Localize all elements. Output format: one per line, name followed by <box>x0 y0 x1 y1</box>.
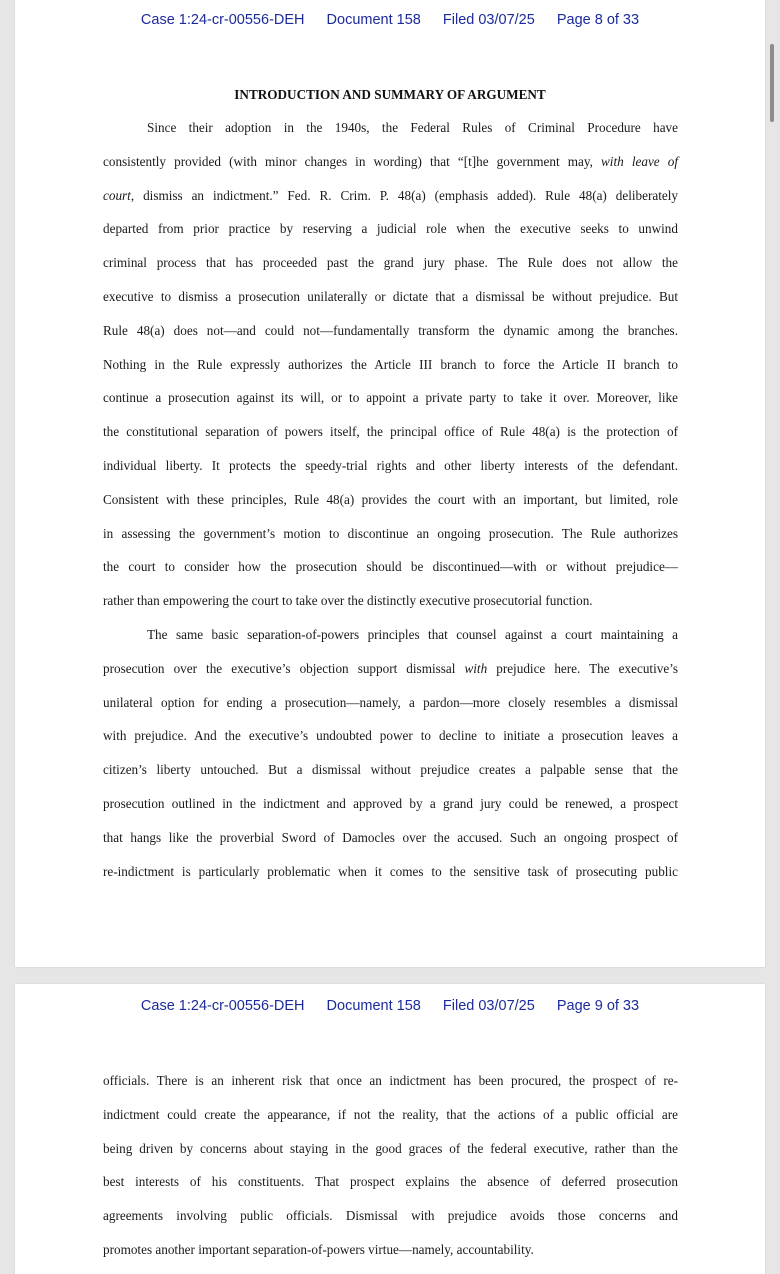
text-line: continue a prosecution against its will, or to appoint a private party to take it over. Moreover, like <box>103 390 678 406</box>
page-body <box>103 111 678 888</box>
text-line: unilateral option for ending a prosecution—namely, a pardon—more closely resembles a dismissal <box>103 694 678 710</box>
text-line: citizen’s liberty untouched. But a dismissal without prejudice creates a palpable sense that the <box>103 762 678 778</box>
text-line: Nothing in the Rule expressly authorizes the Article III branch to force the Article II branch to <box>103 356 678 372</box>
text-line: court, dismiss an indictment.” Fed. R. Crim. P. 48(a) (emphasis added). Rule 48(a) deliberately <box>103 187 678 203</box>
text-line: prosecution outlined in the indictment and approved by a grand jury could be renewed, a prospect <box>103 795 678 811</box>
page-body <box>103 1064 678 1267</box>
text-line: prosecution over the executive’s objection support dismissal with prejudice here. The executive’s <box>103 660 678 676</box>
page-header <box>15 998 765 1014</box>
text-line: criminal process that has proceeded past the grand jury phase. The Rule does not allow the <box>103 255 678 271</box>
text-line: indictment could create the appearance, if not the reality, that the actions of a public official are <box>103 1106 678 1122</box>
text-line: with prejudice. And the executive’s undoubted power to decline to initiate a prosecution leaves a <box>103 728 678 744</box>
text-line: consistently provided (with minor changes in wording) that “[t]he government may, with leave of <box>103 153 679 169</box>
text-line: re-indictment is particularly problematic when it comes to the sensitive task of prosecuting public <box>103 863 678 879</box>
case-number: Case 1:24-cr-00556-DEH <box>140 998 305 1014</box>
page-header <box>15 12 765 28</box>
text-line: executive to dismiss a prosecution unilaterally or dictate that a dismissal be without prejudice. But <box>103 288 678 304</box>
document-number: Document 158 <box>326 12 421 28</box>
case-number: Case 1:24-cr-00556-DEH <box>140 12 305 28</box>
text-line: The same basic separation-of-powers principles that counsel against a court maintaining a <box>147 626 678 642</box>
text-line: the court to consider how the prosecution should be discontinued—with or without prejudice— <box>103 559 678 575</box>
text-line: in assessing the government’s motion to discontinue an ongoing prosecution. The Rule authorizes <box>103 525 678 541</box>
text-line: the constitutional separation of powers itself, the principal office of Rule 48(a) is the protection of <box>103 424 678 440</box>
text-line: officials. There is an inherent risk that once an indictment has been procured, the prospect of re- <box>103 1073 678 1088</box>
text-line: Since their adoption in the 1940s, the Federal Rules of Criminal Procedure have <box>147 120 678 135</box>
text-line: that hangs like the proverbial Sword of Damocles over the accused. Such an ongoing prospect of <box>103 829 678 845</box>
text-line: Consistent with these principles, Rule 48(a) provides the court with an important, but limited, role <box>103 491 678 507</box>
page-number: Page 8 of 33 <box>556 12 640 28</box>
text-line: promotes another important separation-of-powers virtue—namely, accountability. <box>103 1241 534 1257</box>
document-page-9 <box>15 984 765 1274</box>
document-number: Document 158 <box>326 998 421 1014</box>
document-page-8 <box>15 0 765 967</box>
text-line: departed from prior practice by reserving a judicial role when the executive seeks to unwind <box>103 221 678 237</box>
text-line: individual liberty. It protects the speedy-trial rights and other liberty interests of the defendant. <box>103 457 678 473</box>
text-line: being driven by concerns about staying in the good graces of the federal executive, rather than the <box>103 1140 678 1156</box>
text-line: agreements involving public officials. Dismissal with prejudice avoids those concerns and <box>103 1208 678 1224</box>
filed-date: Filed 03/07/25 <box>442 998 535 1014</box>
text-line: rather than empowering the court to take over the distinctly executive prosecutorial function. <box>103 593 593 609</box>
scrollbar-thumb[interactable] <box>770 44 774 122</box>
page-number: Page 9 of 33 <box>556 998 640 1014</box>
text-line: Rule 48(a) does not—and could not—fundamentally transform the dynamic among the branches. <box>103 322 678 338</box>
text-line: best interests of his constituents. That prospect explains the absence of deferred prosecution <box>103 1174 678 1190</box>
filed-date: Filed 03/07/25 <box>442 12 535 28</box>
section-heading: INTRODUCTION AND SUMMARY OF ARGUMENT <box>234 87 546 102</box>
